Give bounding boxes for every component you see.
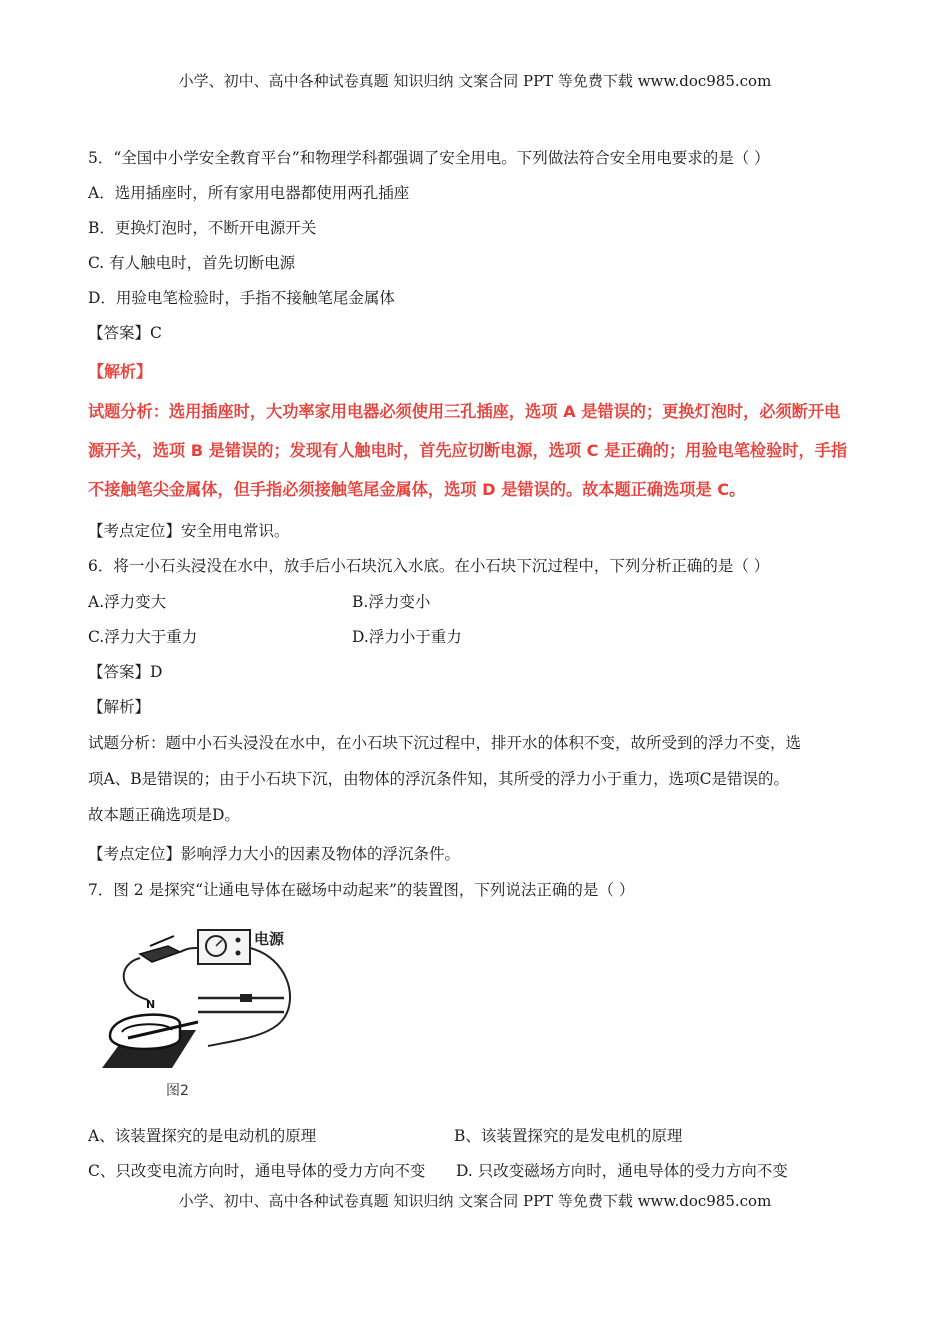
q6-stem: 6．将一小石头浸没在水中，放手后小石块沉入水底。在小石块下沉过程中，下列分析正确的是（ ） (88, 557, 770, 575)
q6-analysis-line-1: 试题分析：题中小石头浸没在水中，在小石块下沉过程中，排开水的体积不变，故所受到的浮力不变，选 (88, 734, 802, 752)
q6-answer: 【答案】D (88, 663, 163, 681)
q5-option-b: B．更换灯泡时，不断开电源开关 (88, 219, 317, 237)
q5-knowledge-point: 【考点定位】安全用电常识。 (88, 522, 290, 540)
q6-analysis-title: 【解析】 (88, 698, 151, 716)
q6-option-b: B.浮力变小 (352, 593, 431, 611)
q7-option-d: D. 只改变磁场方向时，通电导体的受力方向不变 (456, 1162, 788, 1180)
q5-analysis-line-1: 试题分析：选用插座时，大功率家用电器必须使用三孔插座，选项 A 是错误的；更换灯泡时，必须断开电 (88, 402, 841, 421)
q7-stem: 7．图 2 是探究“让通电导体在磁场中动起来”的装置图，下列说法正确的是（ ） (88, 881, 635, 899)
q5-option-a: A．选用插座时，所有家用电器都使用两孔插座 (88, 184, 410, 202)
q6-knowledge-point: 【考点定位】影响浮力大小的因素及物体的浮沉条件。 (88, 845, 461, 863)
q6-analysis-line-2: 项A、B是错误的；由于小石块下沉，由物体的浮沉条件知，其所受的浮力小于重力，选项C是错误的。 (88, 770, 789, 788)
q7-option-b: B、该装置探究的是发电机的原理 (454, 1127, 683, 1145)
q6-option-a: A.浮力变大 (88, 593, 167, 611)
q5-analysis-title: 【解析】 (88, 362, 153, 381)
magnet-pole-label: N (146, 998, 156, 1011)
q5-answer: 【答案】C (88, 324, 162, 342)
page-header: 小学、初中、高中各种试卷真题 知识归纳 文案合同 PPT 等免费下载 www.doc985.com (178, 72, 772, 90)
power-source-label: 电源 (254, 930, 285, 948)
q5-analysis-line-2: 源开关，选项 B 是错误的；发现有人触电时，首先应切断电源，选项 C 是正确的；用验电笔检验时，手指 (88, 441, 848, 460)
q7-option-c: C、只改变电流方向时，通电导体的受力方向不变 (88, 1162, 426, 1180)
figure-2-apparatus (88, 918, 322, 1100)
q5-analysis-line-3: 不接触笔尖金属体，但手指必须接触笔尾金属体，选项 D 是错误的。故本题正确选项是 C。 (88, 480, 746, 499)
q6-analysis-line-3: 故本题正确选项是D。 (88, 806, 240, 824)
q7-option-a: A、该装置探究的是电动机的原理 (88, 1127, 317, 1145)
q5-option-c: C. 有人触电时，首先切断电源 (88, 254, 296, 272)
figure-caption: 图2 (166, 1083, 189, 1099)
q5-stem: 5．“全国中小学安全教育平台”和物理学科都强调了安全用电。下列做法符合安全用电要求的是（ ） (88, 149, 770, 167)
q5-option-d: D．用验电笔检验时，手指不接触笔尾金属体 (88, 289, 395, 307)
q6-option-c: C.浮力大于重力 (88, 628, 198, 646)
q6-option-d: D.浮力小于重力 (352, 628, 462, 646)
page-footer: 小学、初中、高中各种试卷真题 知识归纳 文案合同 PPT 等免费下载 www.doc985.com (178, 1192, 772, 1210)
